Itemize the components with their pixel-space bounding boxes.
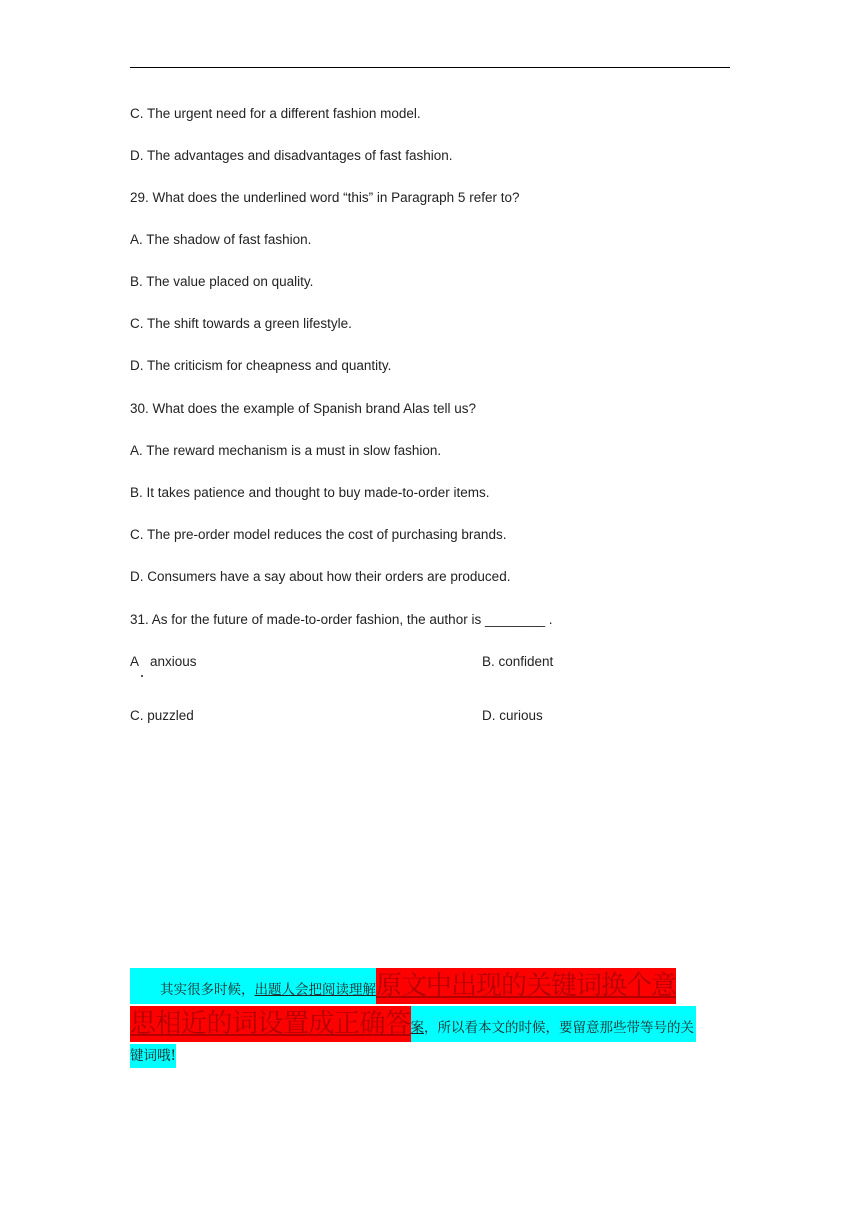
- header-rule: [130, 67, 730, 68]
- option-31a-letter: A: [130, 654, 140, 669]
- question-29: 29. What does the underlined word “this” in Paragraph 5 refer to?: [130, 190, 520, 205]
- option-29b: B. The value placed on quality.: [130, 274, 314, 289]
- note-row-3: [130, 1044, 176, 1068]
- option-30a: A. The reward mechanism is a must in slow fashion.: [130, 443, 442, 458]
- option-29c: C. The shift towards a green lifestyle.: [130, 316, 352, 331]
- option-31d: D. curious: [482, 708, 543, 723]
- option-28d: D. The advantages and disadvantages of fast fashion.: [130, 148, 453, 163]
- note-part-5: 案: [411, 1006, 425, 1042]
- option-30d: D. Consumers have a say about how their orders are produced.: [130, 569, 511, 584]
- option-29a: A. The shadow of fast fashion.: [130, 232, 312, 247]
- note-part-3: 原文中出现的关键词换个意: [376, 968, 676, 1004]
- note-row-1: [130, 968, 730, 1004]
- note-part-6: ，所以看本文的时候，要留意那些带等号的关: [424, 1006, 696, 1042]
- note-part-4: 思相近的词设置成正确答: [130, 1006, 411, 1042]
- option-28c: C. The urgent need for a different fashion model.: [130, 106, 421, 121]
- note-part-7: 键词哦!: [130, 1044, 176, 1068]
- option-31c: C. puzzled: [130, 708, 194, 723]
- note-part-1: 其实很多时候，: [130, 968, 255, 1004]
- option-29d: D. The criticism for cheapness and quantity.: [130, 358, 392, 373]
- question-30: 30. What does the example of Spanish brand Alas tell us?: [130, 401, 476, 416]
- option-30c: C. The pre-order model reduces the cost of purchasing brands.: [130, 527, 507, 542]
- option-31a-text: anxious: [150, 654, 197, 669]
- option-30b: B. It takes patience and thought to buy made-to-order items.: [130, 485, 490, 500]
- note-row-2: [130, 1006, 730, 1042]
- option-31a-dot: [141, 675, 143, 677]
- option-31b: B. confident: [482, 654, 554, 669]
- note-part-2: 出题人会把阅读理解: [255, 968, 377, 1004]
- question-31: 31. As for the future of made-to-order fashion, the author is ________ .: [130, 612, 553, 627]
